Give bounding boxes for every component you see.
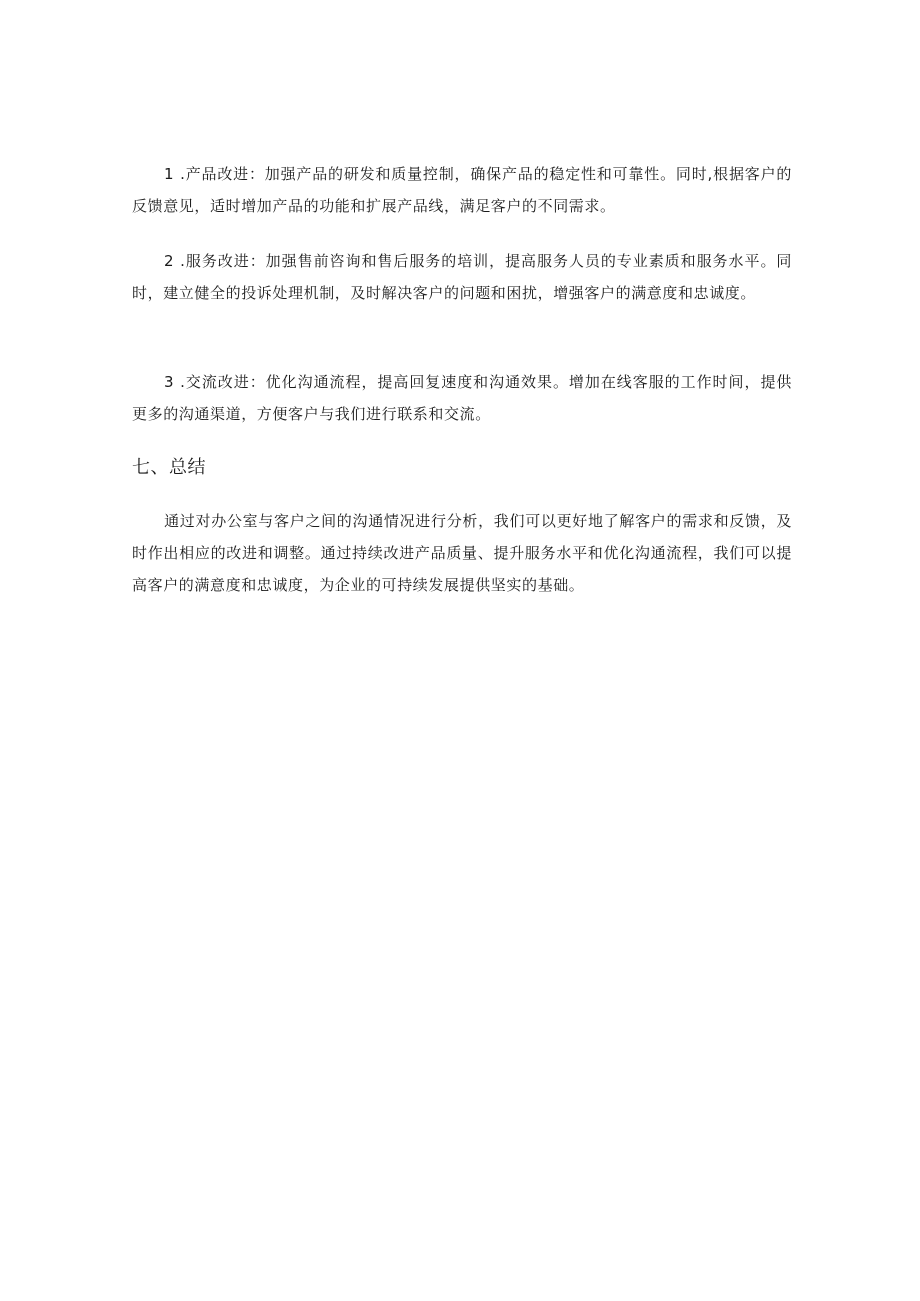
item-number: 2 xyxy=(164,252,175,270)
item-number: 3 xyxy=(164,373,175,391)
improvement-item-communication xyxy=(132,366,792,430)
item-number: 1 xyxy=(164,165,175,183)
item-text: .服务改进：加强售前咨询和售后服务的培训，提高服务人员的专业素质和服务水平。同时，建立健全的投诉处理机制，及时解决客户的问题和困扰，增强客户的满意度和忠诚度。 xyxy=(132,252,792,302)
summary-text: 通过对办公室与客户之间的沟通情况进行分析，我们可以更好地了解客户的需求和反馈，及时作出相应的改进和调整。通过持续改进产品质量、提升服务水平和优化沟通流程，我们可以提高客户的满意度和忠诚度，为企业的可持续发展提供坚实的基础。 xyxy=(132,512,792,594)
item-text: .交流改进：优化沟通流程，提高回复速度和沟通效果。增加在线客服的工作时间，提供更多的沟通渠道，方便客户与我们进行联系和交流。 xyxy=(132,373,792,423)
summary-heading: 七、总结 xyxy=(132,457,206,478)
item-text: .产品改进：加强产品的研发和质量控制，确保产品的稳定性和可靠性。同时,根据客户的反馈意见，适时增加产品的功能和扩展产品线，满足客户的不同需求。 xyxy=(132,165,792,215)
summary-paragraph xyxy=(132,505,792,601)
improvement-item-product xyxy=(132,158,792,222)
improvement-item-service xyxy=(132,245,792,309)
